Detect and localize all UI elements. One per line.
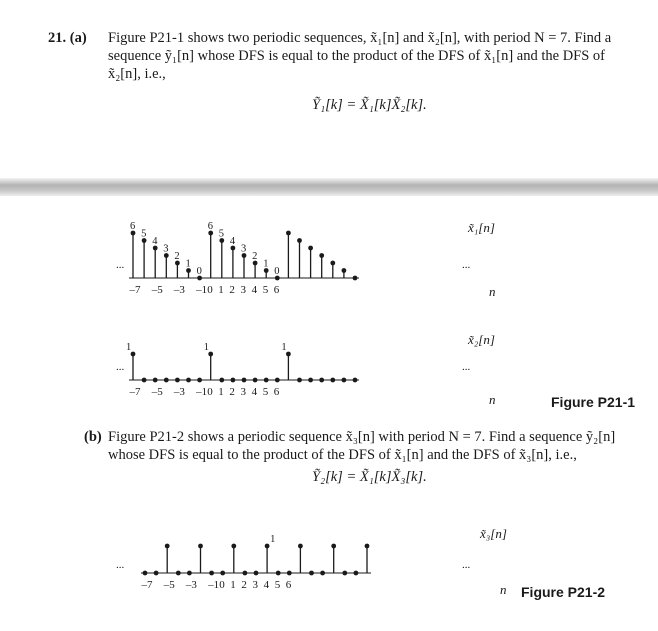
part-a-line-3: x̃₂[n], i.e.,	[108, 66, 166, 82]
stem-dot	[254, 571, 259, 576]
stem-dot	[353, 276, 358, 281]
stem-dot	[187, 571, 192, 576]
stem-dot	[242, 378, 247, 383]
stem-dot	[198, 544, 203, 549]
stem-dot	[330, 378, 335, 383]
stem-plot-x1	[0, 210, 658, 310]
value-label: 2	[174, 251, 180, 262]
value-label: 1	[203, 342, 209, 353]
value-label: 1	[185, 258, 191, 270]
tick-label: –7	[129, 284, 141, 296]
tick-label: 6	[273, 284, 280, 296]
stem-dot	[308, 246, 313, 251]
part-a-line-2: sequence ỹ₁[n] whose DFS is equal to the product of the DFS of x̃₁[n] and the DFS of	[108, 48, 605, 64]
tick-label: 0	[207, 284, 213, 296]
tick-label: 0	[207, 386, 213, 398]
tick-label: –3	[173, 386, 185, 398]
value-label: 3	[241, 243, 247, 255]
tick-label: –3	[185, 579, 197, 591]
stem-dot	[176, 571, 181, 576]
stem-dot	[342, 571, 347, 576]
stem-dot	[275, 378, 280, 383]
ellipsis-left: ...	[116, 259, 125, 271]
stem-dot	[253, 378, 258, 383]
value-label: 1	[281, 342, 287, 353]
tick-label: 6	[285, 579, 292, 591]
part-b-label: (b)	[84, 429, 102, 445]
tick-label: 4	[263, 579, 270, 591]
value-label: 0	[274, 266, 280, 277]
stem-dot	[286, 352, 291, 357]
stem-dot	[154, 571, 159, 576]
tick-label: 6	[273, 386, 280, 398]
tick-label: 3	[240, 284, 246, 296]
figure-caption-p21-1: Figure P21-1	[551, 394, 636, 410]
stem-dot	[165, 544, 170, 549]
part-a-label: (a)	[69, 30, 87, 46]
value-label: 4	[229, 236, 236, 247]
tick-label: 2	[229, 284, 235, 296]
stem-dot	[231, 544, 236, 549]
figure-caption-p21-2: Figure P21-2	[521, 584, 606, 600]
stem-dot	[297, 238, 302, 243]
stem-dot	[131, 352, 136, 357]
tick-label: –5	[163, 579, 175, 591]
stem-dot	[186, 378, 191, 383]
stem-dot	[197, 378, 202, 383]
value-label: 6	[207, 221, 213, 232]
axis-var-n: n	[489, 392, 496, 407]
ellipsis-left: ...	[116, 559, 125, 571]
value-label: 3	[163, 243, 169, 255]
tick-label: –1	[208, 579, 220, 591]
tick-label: 3	[252, 579, 258, 591]
stem-dot	[142, 378, 147, 383]
stem-dot	[342, 378, 347, 383]
value-label: 4	[152, 236, 158, 247]
stem-dot	[175, 378, 180, 383]
ellipsis-right: ...	[462, 559, 471, 571]
stem-plot-x2-marks	[126, 342, 359, 398]
stem-plot-x1-marks	[129, 221, 360, 296]
stem-dot	[297, 378, 302, 383]
stem-dot	[265, 544, 270, 549]
value-label: 1	[270, 534, 276, 545]
ellipsis-right: ...	[462, 361, 471, 373]
stem-dot	[164, 378, 169, 383]
stem-dot	[220, 571, 225, 576]
tick-label: 2	[241, 579, 247, 591]
tick-label: 2	[229, 386, 235, 398]
stem-dot	[319, 253, 324, 258]
tick-label: 5	[274, 579, 281, 591]
tick-label: 1	[218, 386, 224, 398]
stem-dot	[287, 571, 292, 576]
value-label: 6	[130, 221, 136, 232]
tick-label: 4	[251, 386, 258, 398]
tick-label: 1	[230, 579, 236, 591]
plot-label-x1: x̃₁[n]	[468, 220, 495, 235]
stem-dot	[286, 231, 291, 236]
tick-label: 5	[262, 284, 269, 296]
stem-dot	[209, 571, 214, 576]
stem-dot	[319, 378, 324, 383]
stem-dot	[308, 378, 313, 383]
tick-label: 5	[262, 386, 269, 398]
tick-label: –5	[151, 386, 163, 398]
ellipsis-left: ...	[116, 361, 125, 373]
plot-label-x3: x̃₃[n]	[480, 526, 507, 541]
tick-label: 3	[240, 386, 246, 398]
stem-dot	[298, 544, 303, 549]
equation-1: Ỹ₁[k] = X̃₁[k]X̃₂[k].	[312, 97, 427, 113]
stem-dot	[330, 261, 335, 266]
stem-dot	[208, 352, 213, 357]
ellipsis-right: ...	[462, 259, 471, 271]
problem-number: 21. (a)	[48, 30, 87, 46]
axis-var-n: n	[500, 582, 507, 597]
stem-dot	[231, 378, 236, 383]
axis-var-n: n	[489, 284, 496, 299]
stem-dot	[153, 378, 158, 383]
tick-label: –7	[129, 386, 141, 398]
value-label: 1	[263, 258, 269, 270]
stem-dot	[309, 571, 314, 576]
tick-label: –1	[196, 386, 208, 398]
plot-label-x2: x̃₂[n]	[468, 332, 495, 347]
stem-dot	[264, 378, 269, 383]
stem-dot	[219, 378, 224, 383]
stem-dot	[143, 571, 148, 576]
tick-label: –5	[151, 284, 163, 296]
stem-dot	[353, 378, 358, 383]
value-label: 5	[141, 228, 147, 240]
tick-label: 0	[219, 579, 225, 591]
value-label: 1	[126, 342, 132, 353]
stem-dot	[276, 571, 281, 576]
page-separator-bar	[0, 178, 658, 196]
stem-dot	[320, 571, 325, 576]
equation-2: Ỹ₂[k] = X̃₁[k]X̃₃[k].	[312, 469, 427, 485]
tick-label: –1	[196, 284, 208, 296]
value-label: 5	[218, 228, 225, 240]
part-a-line-1: Figure P21-1 shows two periodic sequences, x̃₁[n] and x̃₂[n], with period N = 7. Find a	[108, 30, 612, 46]
tick-label: –3	[173, 284, 185, 296]
tick-label: 1	[218, 284, 224, 296]
value-label: 2	[252, 251, 258, 262]
stem-dot	[342, 268, 347, 273]
stem-dot	[365, 544, 370, 549]
stem-dot	[331, 544, 336, 549]
tick-label: 4	[251, 284, 258, 296]
part-b-line-2: whose DFS is equal to the product of the DFS of x̃₁[n] and the DFS of x̃₃[n], i.e.,	[108, 447, 577, 463]
stem-dot	[354, 571, 359, 576]
value-label: 0	[196, 266, 202, 277]
part-b-line-1: Figure P21-2 shows a periodic sequence x̃₃[n] with period N = 7. Find a sequence ỹ₂[n]	[108, 429, 616, 445]
stem-plot-x3-marks	[141, 534, 372, 591]
tick-label: –7	[141, 579, 153, 591]
stem-dot	[243, 571, 248, 576]
